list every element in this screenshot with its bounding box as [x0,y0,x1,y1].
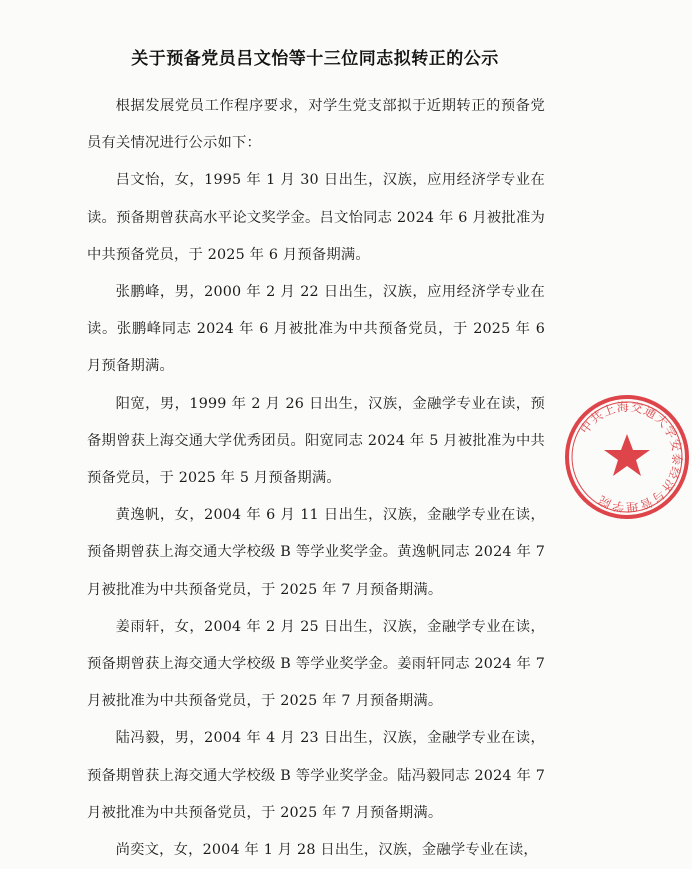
member-paragraph-lv-wenyi: 吕文怡，女，1995 年 1 月 30 日出生，汉族，应用经济学专业在读。预备期曾获高水平论文奖学金。吕文怡同志 2024 年 6 月被批准为中共预备党员，于 2025 年 6 月预备期满。 [87,172,545,263]
svg-text:中共上海交通大学安泰经济与管理学院: 中共上海交通大学安泰经济与管理学院 [577,399,685,515]
member-paragraph-shang-yiwen: 尚奕文，女，2004 年 1 月 28 日出生，汉族，金融学专业在读， [115,842,538,859]
document-title: 关于预备党员吕文怡等十三位同志拟转正的公示 [131,49,499,69]
intro-paragraph: 根据发展党员工作程序要求，对学生党支部拟于近期转正的预备党员有关情况进行公示如下： [87,98,545,152]
official-seal-stamp [562,392,692,522]
member-paragraph-zhang-pengfeng: 张鹏峰，男，2000 年 2 月 22 日出生，汉族，应用经济学专业在读。张鹏峰同志 2024 年 6 月被批准为中共预备党员，于 2025 年 6 月预备期满。 [87,284,545,375]
document-body [87,88,545,869]
member-paragraph-yang-kuan: 阳宽，男，1999 年 2 月 26 日出生，汉族，金融学专业在读，预备期曾获上海交通大学优秀团员。阳宽同志 2024 年 5 月被批准为中共预备党员，于 2025 年 5 月预备期满。 [87,395,545,487]
member-paragraph-huang-yifan: 黄逸帆，女，2004 年 6 月 11 日出生，汉族，金融学专业在读，预备期曾获上海交通大学校级 B 等学业奖学金。黄逸帆同志 2024 年 7 月被批准为中共预备党员，于 2025 年 7 月预备期满。 [87,507,545,598]
member-paragraph-lu-fengyi: 陆冯毅，男，2004 年 4 月 23 日出生，汉族，金融学专业在读，预备期曾获上海交通大学校级 B 等学业奖学金。陆冯毅同志 2024 年 7 月被批准为中共预备党员，于 2025 年 7 月预备期满。 [87,730,545,821]
member-paragraph-jiang-yuxuan: 姜雨轩，女，2004 年 2 月 25 日出生，汉族，金融学专业在读，预备期曾获上海交通大学校级 B 等学业奖学金。姜雨轩同志 2024 年 7 月被批准为中共预备党员，于 2025 年 7 月预备期满。 [87,618,545,710]
